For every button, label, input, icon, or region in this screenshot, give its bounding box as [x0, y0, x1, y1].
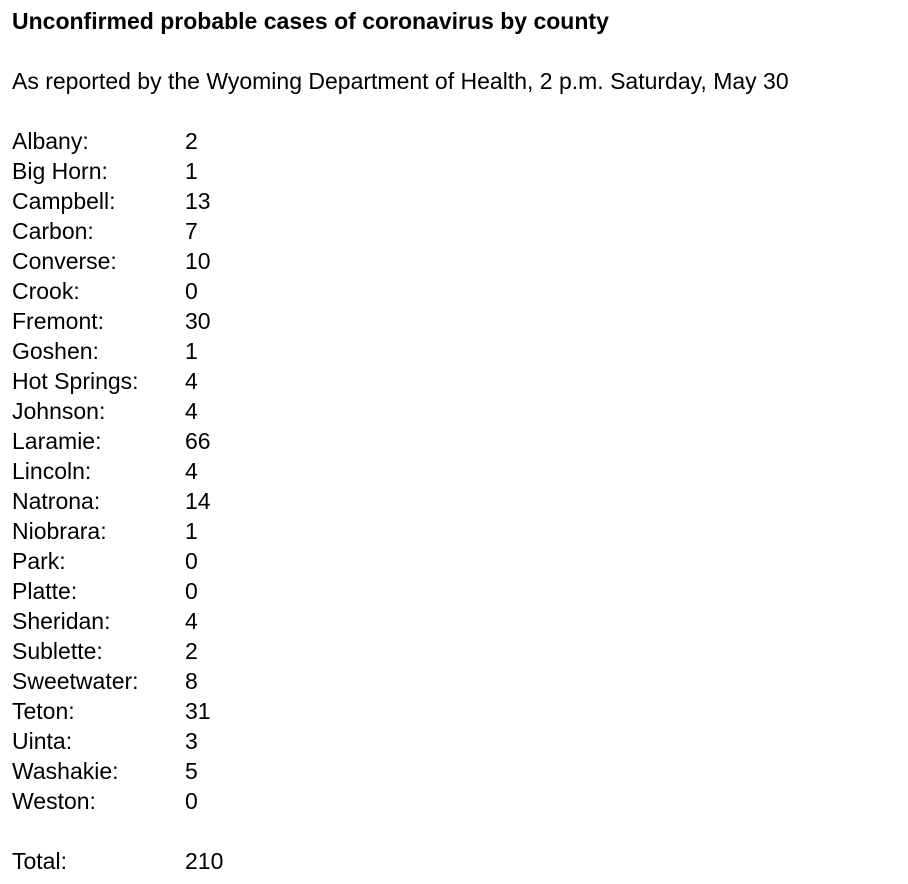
county-row	[12, 606, 904, 636]
county-row	[12, 516, 904, 546]
county-count: 3	[185, 728, 198, 754]
county-count: 0	[185, 278, 198, 304]
county-count: 4	[185, 608, 198, 634]
county-count: 7	[185, 218, 198, 244]
county-count: 4	[185, 398, 198, 424]
county-name: Natrona:	[12, 488, 101, 514]
county-name: Sheridan:	[12, 608, 111, 634]
county-row	[12, 786, 904, 816]
county-row	[12, 156, 904, 186]
county-name: Hot Springs:	[12, 368, 139, 394]
document-title: Unconfirmed probable cases of coronavirus by county	[12, 8, 609, 34]
total-count: 210	[185, 848, 224, 874]
county-name: Platte:	[12, 578, 78, 604]
county-count: 0	[185, 578, 198, 604]
county-row	[12, 726, 904, 756]
county-count: 14	[185, 488, 211, 514]
county-name: Washakie:	[12, 758, 119, 784]
county-name: Uinta:	[12, 728, 73, 754]
county-count: 1	[185, 158, 198, 184]
county-row	[12, 306, 904, 336]
county-count: 31	[185, 698, 211, 724]
county-name: Lincoln:	[12, 458, 92, 484]
county-name: Weston:	[12, 788, 96, 814]
county-row	[12, 186, 904, 216]
county-row	[12, 696, 904, 726]
county-count: 1	[185, 338, 198, 364]
county-row	[12, 366, 904, 396]
county-row	[12, 756, 904, 786]
county-row	[12, 276, 904, 306]
county-count: 2	[185, 638, 198, 664]
county-row	[12, 396, 904, 426]
county-row	[12, 666, 904, 696]
county-name: Big Horn:	[12, 158, 108, 184]
county-count: 0	[185, 548, 198, 574]
county-row	[12, 546, 904, 576]
document-subtitle: As reported by the Wyoming Department of Health, 2 p.m. Saturday, May 30	[12, 68, 789, 94]
county-count: 2	[185, 128, 198, 154]
county-row	[12, 126, 904, 156]
county-name: Park:	[12, 548, 66, 574]
county-row	[12, 216, 904, 246]
total-label: Total:	[12, 848, 67, 874]
county-name: Niobrara:	[12, 518, 107, 544]
county-count: 13	[185, 188, 211, 214]
county-row	[12, 456, 904, 486]
county-name: Converse:	[12, 248, 117, 274]
county-row	[12, 426, 904, 456]
county-row	[12, 246, 904, 276]
county-count: 30	[185, 308, 211, 334]
county-row	[12, 336, 904, 366]
county-count: 10	[185, 248, 211, 274]
total-row	[12, 846, 904, 876]
county-name: Laramie:	[12, 428, 102, 454]
county-name: Campbell:	[12, 188, 116, 214]
county-row	[12, 636, 904, 666]
county-name: Crook:	[12, 278, 80, 304]
document	[12, 6, 904, 876]
county-count: 0	[185, 788, 198, 814]
county-name: Sweetwater:	[12, 668, 139, 694]
county-name: Albany:	[12, 128, 89, 154]
county-count: 5	[185, 758, 198, 784]
county-count: 4	[185, 368, 198, 394]
county-count: 8	[185, 668, 198, 694]
county-count: 4	[185, 458, 198, 484]
county-name: Johnson:	[12, 398, 106, 424]
county-name: Fremont:	[12, 308, 105, 334]
county-row	[12, 486, 904, 516]
county-count: 1	[185, 518, 198, 544]
county-name: Teton:	[12, 698, 75, 724]
county-name: Goshen:	[12, 338, 99, 364]
county-count: 66	[185, 428, 211, 454]
county-name: Carbon:	[12, 218, 94, 244]
county-name: Sublette:	[12, 638, 103, 664]
county-list	[12, 126, 904, 876]
county-row	[12, 576, 904, 606]
